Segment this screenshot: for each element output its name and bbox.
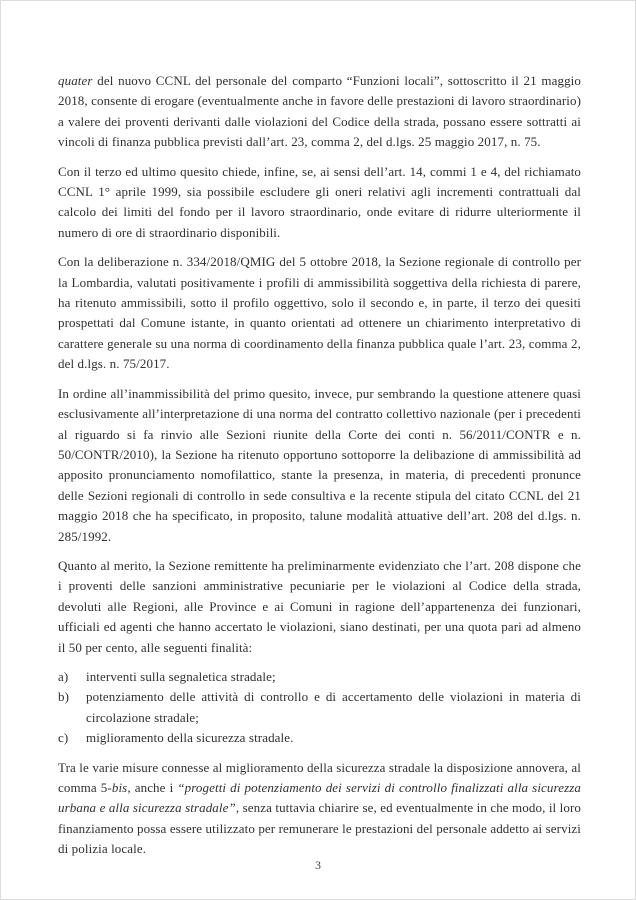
text-run: Tra le varie misure connesse al miglioramento della sicurezza stradale la disposizione annovera, al comma 5- — [58, 759, 581, 795]
text-run: , senza tuttavia chiarire se, ed eventualmente in che modo, il loro finanziamento possa essere utilizzato per remunerare le prestazioni del personale addetto ai servizi di polizia locale. — [58, 800, 581, 857]
text-run: Quanto al merito, la Sezione remittente ha preliminarmente evidenziato che l’art. 208 dispone che i proventi delle sanzioni amministrative pecuniarie per le violazioni al Codice della strada, devoluti alle Regioni, alle Province e ai Comuni in ragione dell’appartenenza dei funzionari, ufficiali ed agenti che hanno accertato le violazioni, siano destinati, per una quota pari ad almeno il 50 per cento, alle seguenti finalità: — [58, 557, 581, 655]
paragraph — [58, 556, 581, 658]
paragraph — [58, 252, 581, 374]
list-item — [58, 667, 581, 687]
list-item-text — [86, 667, 581, 687]
italic-text-run: bis — [111, 780, 128, 795]
list-item — [58, 687, 581, 728]
italic-text-run: quater — [58, 73, 93, 88]
list-marker: b) — [58, 689, 70, 705]
text-run: miglioramento della sicurezza stradale. — [86, 730, 294, 746]
text-run: interventi sulla segnaletica stradale; — [86, 668, 276, 684]
list-item-text — [86, 728, 581, 748]
text-run: In ordine all’inammissibilità del primo quesito, invece, pur sembrando la questione attenere quasi esclusivamente all’interpretazione di una norma del contratto collettivo nazionale (per i precedenti al riguardo si fa rinvio alle Sezioni riunite della Corte dei conti n. 56/2011/CONTR e n. 50/CONTR/2010), la Sezione ha ritenuto opportuno sottoporre la delibazione di ammissibilità ad apposito pronunciamento nomofilattico, stante la presenza, in materia, di precedenti pronunce delle Sezioni regionali di controllo in sede consultiva e la recente stipula del citato CCNL del 21 maggio 2018 che ha specificato, in proposito, talune modalità attuative dell’art. 208 del d.lgs. n. 285/1992. — [58, 385, 581, 544]
paragraph — [58, 384, 581, 547]
text-run: , anche i — [127, 780, 178, 795]
text-run: Con il terzo ed ultimo quesito chiede, infine, se, ai sensi dell’art. 14, commi 1 e 4, del richiamato CCNL 1° aprile 1999, sia possibile escludere gli oneri relativi agli incrementi contrattuali dal calcolo dei limiti del fondo per il lavoro straordinario, onde evitare di ridurre ulteriormente il numero di ore di straordinario disponibili. — [58, 163, 581, 240]
paragraph — [58, 71, 581, 153]
italic-text-run: “progetti di potenziamento dei servizi di controllo finalizzati alla sicurezza urbana e alla sicurezza stradale” — [58, 780, 581, 816]
paragraph — [58, 758, 581, 860]
list-item-text — [86, 687, 581, 728]
list-marker: a) — [58, 668, 69, 684]
list-marker: c) — [58, 730, 69, 746]
list-item — [58, 728, 581, 748]
text-run: potenziamento delle attività di controllo e di accertamento delle violazioni in materia di circolazione stradale; — [86, 689, 581, 725]
text-run: del nuovo CCNL del personale del comparto “Funzioni locali”, sottoscritto il 21 maggio 2018, consente di erogare (eventualmente anche in favore delle prestazioni di lavoro straordinario) a valere dei proventi derivanti dalle violazioni del Codice della strada, possano essere sottratti ai vincoli di finanza pubblica previsti dall’art. 23, comma 2, del d.lgs. 25 maggio 2017, n. 75. — [58, 73, 581, 150]
lettered-list — [58, 667, 581, 749]
text-run: Con la deliberazione n. 334/2018/QMIG del 5 ottobre 2018, la Sezione regionale di controllo per la Lombardia, valutati positivamente i profili di ammissibilità soggettiva della richiesta di parere, ha ritenuto ammissibili, sotto il profilo oggettivo, solo il secondo e, in parte, il terzo dei quesiti prospettati dal Comune istante, in quanto orientati ad ottenere un chiarimento interpretativo di carattere generale su una norma di coordinamento della finanza pubblica quale l’art. 23, comma 2, del d.lgs. n. 75/2017. — [58, 254, 581, 372]
page-number: 3 — [315, 858, 321, 872]
document-body — [58, 71, 581, 869]
paragraph — [58, 162, 581, 244]
